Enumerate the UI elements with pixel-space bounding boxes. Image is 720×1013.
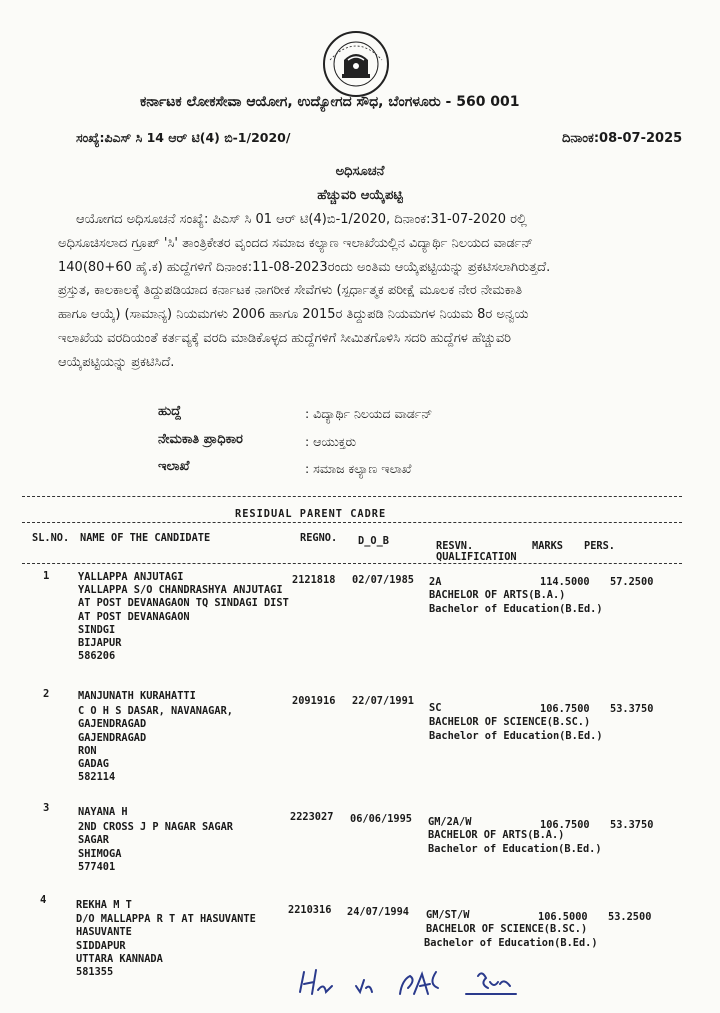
reservation: 2A — [429, 576, 442, 588]
qualification: BACHELOR OF SCIENCE(B.SC.) — [426, 923, 588, 935]
signatures — [290, 958, 530, 1004]
post-value: : ವಿದ್ಯಾರ್ಥಿ ನಿಲಯದ ವಾರ್ಡನ್ — [305, 406, 433, 421]
candidate-name: MANJUNATH KURAHATTI — [78, 690, 196, 702]
percentage: 57.2500 — [610, 576, 654, 588]
marks: 106.7500 — [540, 819, 590, 831]
marks: 106.7500 — [540, 703, 590, 715]
body-line: ಅಧಿಸೂಚಿಸಲಾದ ಗ್ರೂಪ್ 'ಸಿ' ತಾಂತ್ರಿಕೇತರ ವೃಂದದ ಸಮಾಜ ಕಲ್ಯಾಣ ಇಲಾಖೆಯಲ್ಲಿನ ವಿದ್ಯಾರ್ಥಿ ನಿಲಯದ ವಾರ್ಡನ್ — [58, 235, 533, 251]
address-line: GADAG — [78, 758, 109, 771]
col-header-qualification: QUALIFICATION — [436, 551, 517, 563]
candidate-address — [78, 705, 233, 785]
candidate-address — [78, 584, 289, 664]
address-line: AT POST DEVANAGAON — [78, 610, 190, 623]
candidate-name: YALLAPPA ANJUTAGI — [78, 571, 184, 583]
notification-body — [58, 208, 680, 375]
qualification: Bachelor of Education(B.Ed.) — [428, 843, 602, 855]
candidate-name: REKHA M T — [76, 899, 132, 911]
address-line: C O H S DASAR, NAVANAGAR, — [78, 705, 233, 717]
date-of-birth: 02/07/1985 — [352, 574, 414, 586]
notification-title: ಅಧಿಸೂಚನೆ — [335, 164, 385, 179]
department-label: ಇಲಾಖೆ — [158, 459, 190, 474]
body-line: ಹಾಗೂ ಆಯ್ಕೆ) (ಸಾಮಾನ್ಯ) ನಿಯಮಗಳು 2006 ಹಾಗೂ 2015ರ ತಿದ್ದುಪಡಿ ನಿಯಮಗಳ ನಿಯಮ 8ರ ಅನ್ವಯ — [58, 307, 529, 323]
notification-subtitle: ಹೆಚ್ಚುವರಿ ಆಯ್ಕೆಪಟ್ಟಿ — [317, 188, 403, 203]
post-label: ಹುದ್ದೆ — [158, 404, 182, 419]
col-header-pers: PERS. — [584, 540, 615, 552]
qualification: Bachelor of Education(B.Ed.) — [424, 937, 598, 949]
body-line: ಆಯೋಗದ ಅಧಿಸೂಚನೆ ಸಂಖ್ಯೆ: ಪಿಎಸ್ ಸಿ 01 ಆರ್ ಟಿ(4)ಬಿ-1/2020, ದಿನಾಂಕ:31-07-2020 ರಲ್ಲಿ — [76, 212, 527, 227]
address-line: SIDDAPUR — [76, 939, 126, 952]
candidate-name: NAYANA H — [78, 806, 128, 818]
candidate-address — [76, 913, 256, 979]
percentage: 53.2500 — [608, 911, 652, 923]
percentage: 53.3750 — [610, 819, 654, 831]
address-line: UTTARA KANNADA — [76, 952, 163, 965]
row-slno: 4 — [40, 894, 47, 906]
col-header-regno: REGNO. — [300, 532, 338, 544]
date-of-birth: 22/07/1991 — [352, 695, 414, 707]
cadre-heading: RESIDUAL PARENT CADRE — [235, 508, 387, 520]
address-line: GAJENDRAGAD — [78, 731, 147, 744]
address-line: 582114 — [78, 771, 116, 784]
state-emblem-seal — [322, 30, 390, 98]
date-of-birth: 24/07/1994 — [347, 906, 409, 918]
marks: 106.5000 — [538, 911, 588, 923]
candidate-address — [78, 821, 233, 874]
address-line: 581355 — [76, 966, 114, 979]
row-slno: 1 — [43, 570, 50, 582]
row-slno: 3 — [43, 802, 50, 814]
row-slno: 2 — [43, 688, 50, 700]
qualification: BACHELOR OF ARTS(B.A.) — [428, 829, 565, 841]
percentage: 53.3750 — [610, 703, 654, 715]
reg-number: 2091916 — [292, 695, 336, 707]
address-line: HASUVANTE — [76, 926, 132, 939]
address-line: BIJAPUR — [78, 637, 122, 650]
qualification: Bachelor of Education(B.Ed.) — [429, 603, 603, 615]
address-line: SINDGI — [78, 623, 116, 636]
qualification: BACHELOR OF SCIENCE(B.SC.) — [429, 716, 591, 728]
date-of-birth: 06/06/1995 — [350, 813, 412, 825]
reservation: SC — [429, 702, 442, 714]
address-line: SAGAR — [78, 834, 109, 847]
address-line: GAJENDRAGAD — [78, 718, 147, 731]
col-header-name: NAME OF THE CANDIDATE — [80, 532, 211, 544]
body-line: ಪ್ರಸ್ತುತ, ಕಾಲಕಾಲಕ್ಕೆ ತಿದ್ದುಪಡಿಯಾದ ಕರ್ನಾಟಕ ನಾಗರೀಕ ಸೇವೆಗಳು (ಸ್ಪರ್ಧಾತ್ಮಕ ಪರೀಕ್ಷೆ ಮೂಲಕ ನೇರ ನೇಮಕಾತಿ — [58, 283, 523, 299]
marks: 114.5000 — [540, 576, 590, 588]
reg-number: 2223027 — [290, 811, 334, 823]
address-line: 577401 — [78, 860, 116, 873]
divider — [22, 563, 682, 564]
col-header-resvn: RESVN. — [436, 540, 474, 552]
appointing-authority-value: : ಆಯುಕ್ತರು — [305, 434, 357, 449]
reservation: GM/2A/W — [428, 816, 472, 828]
col-header-slno: SL.NO. — [32, 532, 70, 544]
qualification: Bachelor of Education(B.Ed.) — [429, 730, 603, 742]
address-line: 2ND CROSS J P NAGAR SAGAR — [78, 821, 233, 833]
address-line: 586206 — [78, 650, 116, 663]
divider — [22, 496, 682, 497]
address-line: SHIMOGA — [78, 847, 122, 860]
reg-number: 2210316 — [288, 904, 332, 916]
body-line: ಆಯ್ಕೆಪಟ್ಟಿಯನ್ನು ಪ್ರಕಟಿಸಿದೆ. — [58, 354, 175, 370]
qualification: BACHELOR OF ARTS(B.A.) — [429, 589, 566, 601]
notification-date: ದಿನಾಂಕ:08-07-2025 — [562, 131, 683, 146]
col-header-marks: MARKS — [532, 540, 563, 552]
col-header-dob: D_O_B — [358, 535, 389, 547]
divider — [22, 522, 682, 523]
reference-number: ಸಂಖ್ಯೆ:ಪಿಎಸ್ ಸಿ 14 ಆರ್ ಟಿ(4) ಬಿ-1/2020/ — [76, 130, 291, 145]
address-line: D/O MALLAPPA R T AT HASUVANTE — [76, 913, 256, 925]
body-line: 140(80+60 ಹೈ.ಕ) ಹುದ್ದೆಗಳಿಗೆ ದಿನಾಂಕ:11-08-2023ರಂದು ಅಂತಿಮ ಆಯ್ಕೆಪಟ್ಟಿಯನ್ನು ಪ್ರಕಟಿಸಲಾಗಿರುತ್ತದೆ. — [58, 259, 551, 275]
reg-number: 2121818 — [292, 574, 336, 586]
office-address: ಕರ್ನಾಟಕ ಲೋಕಸೇವಾ ಆಯೋಗ, ಉದ್ಯೋಗದ ಸೌಧ, ಬೆಂಗಳೂರು - 560 001 — [140, 94, 520, 110]
reservation: GM/ST/W — [426, 909, 470, 921]
address-line: AT POST DEVANAGAON TQ SINDAGI DIST — [78, 597, 289, 610]
address-line: RON — [78, 744, 97, 757]
department-value: : ಸಮಾಜ ಕಲ್ಯಾಣ ಇಲಾಖೆ — [305, 461, 412, 476]
body-line: ಇಲಾಖೆಯ ವರದಿಯಂತೆ ಕರ್ತವ್ಯಕ್ಕೆ ವರದಿ ಮಾಡಿಕೊಳ್ಳದ ಹುದ್ದೆಗಳಿಗೆ ಸೀಮಿತಗೊಳಿಸಿ ಸದರಿ ಹುದ್ದೆಗಳ ಹೆಚ್ಚುವರಿ — [58, 330, 512, 346]
address-line: YALLAPPA S/O CHANDRASHYA ANJUTAGI — [78, 584, 283, 596]
appointing-authority-label: ನೇಮಕಾತಿ ಪ್ರಾಧಿಕಾರ — [158, 432, 243, 447]
